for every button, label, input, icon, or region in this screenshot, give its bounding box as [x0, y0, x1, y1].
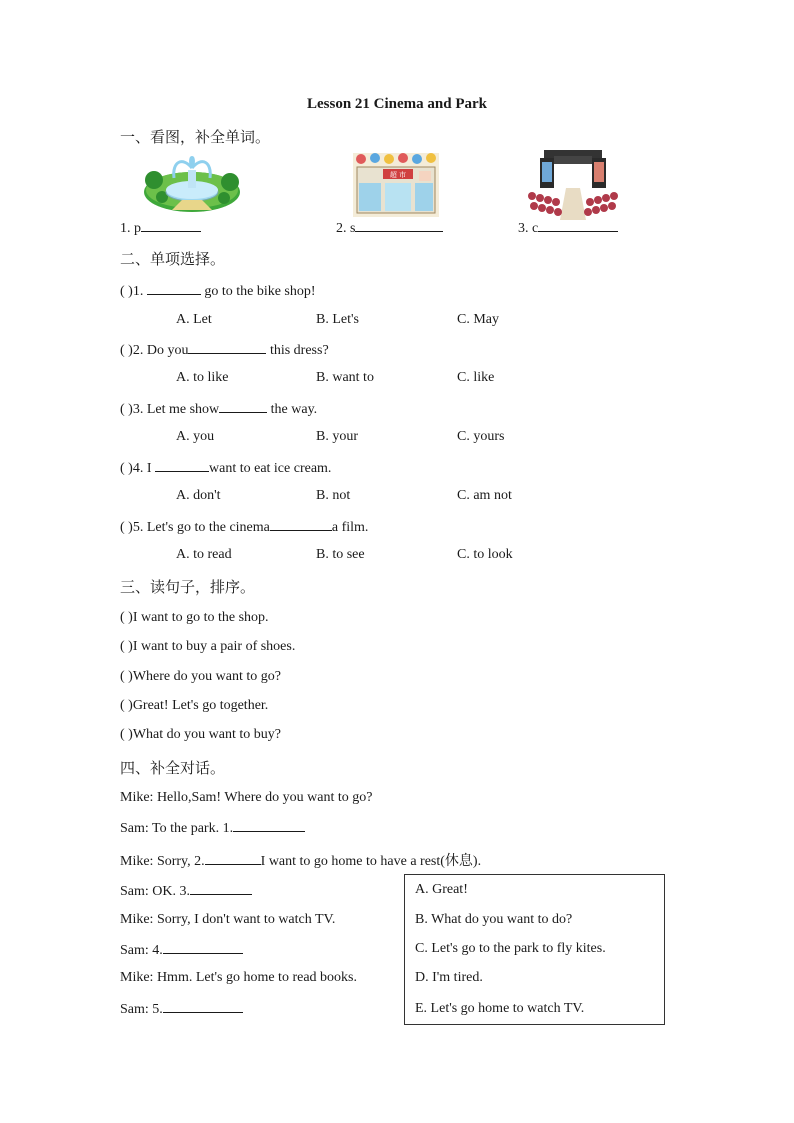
dialogue-option: B. What do you want to do? — [415, 912, 573, 927]
dialogue-line: Mike: Hello,Sam! Where do you want to go? — [120, 790, 373, 805]
dialogue-option: E. Let's go home to watch TV. — [415, 1001, 585, 1016]
ordering-sentence: ( )Great! Let's go together. — [120, 698, 269, 713]
dialogue-option: C. Let's go to the park to fly kites. — [415, 941, 606, 956]
supermarket-picture — [353, 153, 439, 217]
cinema-picture — [526, 146, 620, 222]
option-b[interactable]: B. to see — [316, 547, 365, 562]
option-b[interactable]: B. your — [316, 429, 358, 444]
dialogue-line: Mike: Sorry, I don't want to watch TV. — [120, 912, 336, 927]
answer-blank[interactable] — [163, 941, 243, 954]
option-a[interactable]: A. to like — [176, 370, 229, 385]
answer-blank[interactable] — [233, 819, 305, 832]
dialogue-line: Mike: Hmm. Let's go home to read books. — [120, 970, 357, 985]
answer-blank[interactable] — [188, 341, 266, 354]
page-title: Lesson 21 Cinema and Park — [306, 96, 488, 112]
ordering-sentence: ( )I want to buy a pair of shoes. — [120, 639, 296, 654]
picture-word-3: 3. c — [518, 219, 618, 237]
question-4: ( )4. I want to eat ice cream. — [120, 461, 332, 476]
question-3: ( )3. Let me show the way. — [120, 402, 318, 417]
answer-blank[interactable] — [270, 518, 332, 531]
ordering-sentence: ( )What do you want to buy? — [120, 727, 281, 742]
answer-blank[interactable] — [355, 219, 443, 232]
option-c[interactable]: C. am not — [457, 488, 512, 503]
option-b[interactable]: B. Let's — [316, 312, 359, 327]
answer-blank[interactable] — [147, 282, 201, 295]
option-a[interactable]: A. Let — [176, 312, 212, 327]
option-c[interactable]: C. to look — [457, 547, 513, 562]
answer-blank[interactable] — [219, 400, 267, 413]
dialogue-option: A. Great! — [415, 882, 468, 897]
dialogue-line: Sam: OK. 3. — [120, 882, 252, 900]
part4-heading: 四、补全对话。 — [120, 759, 226, 777]
option-b[interactable]: B. want to — [316, 370, 374, 385]
answer-blank[interactable] — [141, 219, 201, 232]
dialogue-option: D. I'm tired. — [415, 970, 483, 985]
option-a[interactable]: A. don't — [176, 488, 221, 503]
question-1: ( )1. go to the bike shop! — [120, 284, 316, 299]
question-5: ( )5. Let's go to the cinema a film. — [120, 520, 369, 535]
dialogue-options-box — [404, 874, 665, 1025]
part2-heading: 二、单项选择。 — [120, 250, 226, 268]
part3-heading: 三、读句子，排序。 — [120, 578, 256, 596]
answer-blank[interactable] — [163, 1000, 243, 1013]
dialogue-line: Mike: Sorry, 2. I want to go home to have a rest(休息). — [120, 854, 482, 869]
picture-word-1: 1. p — [120, 219, 201, 237]
picture-word-2: 2. s — [336, 219, 443, 237]
answer-blank[interactable] — [538, 219, 618, 232]
dialogue-line: Sam: 5. — [120, 1000, 243, 1018]
question-2: ( )2. Do you this dress? — [120, 343, 329, 358]
ordering-sentence: ( )I want to go to the shop. — [120, 610, 269, 625]
option-a[interactable]: A. to read — [176, 547, 232, 562]
answer-blank[interactable] — [155, 459, 209, 472]
option-c[interactable]: C. yours — [457, 429, 505, 444]
part1-heading: 一、看图，补全单词。 — [120, 128, 271, 146]
park-fountain-picture — [142, 152, 242, 214]
ordering-sentence: ( )Where do you want to go? — [120, 669, 281, 684]
option-b[interactable]: B. not — [316, 488, 351, 503]
answer-blank[interactable] — [205, 852, 261, 865]
supermarket-sign: 超 市 — [389, 171, 407, 179]
dialogue-line: Sam: 4. — [120, 941, 243, 959]
option-c[interactable]: C. like — [457, 370, 495, 385]
dialogue-line: Sam: To the park. 1. — [120, 819, 305, 837]
answer-blank[interactable] — [190, 882, 252, 895]
option-a[interactable]: A. you — [176, 429, 215, 444]
option-c[interactable]: C. May — [457, 312, 499, 327]
